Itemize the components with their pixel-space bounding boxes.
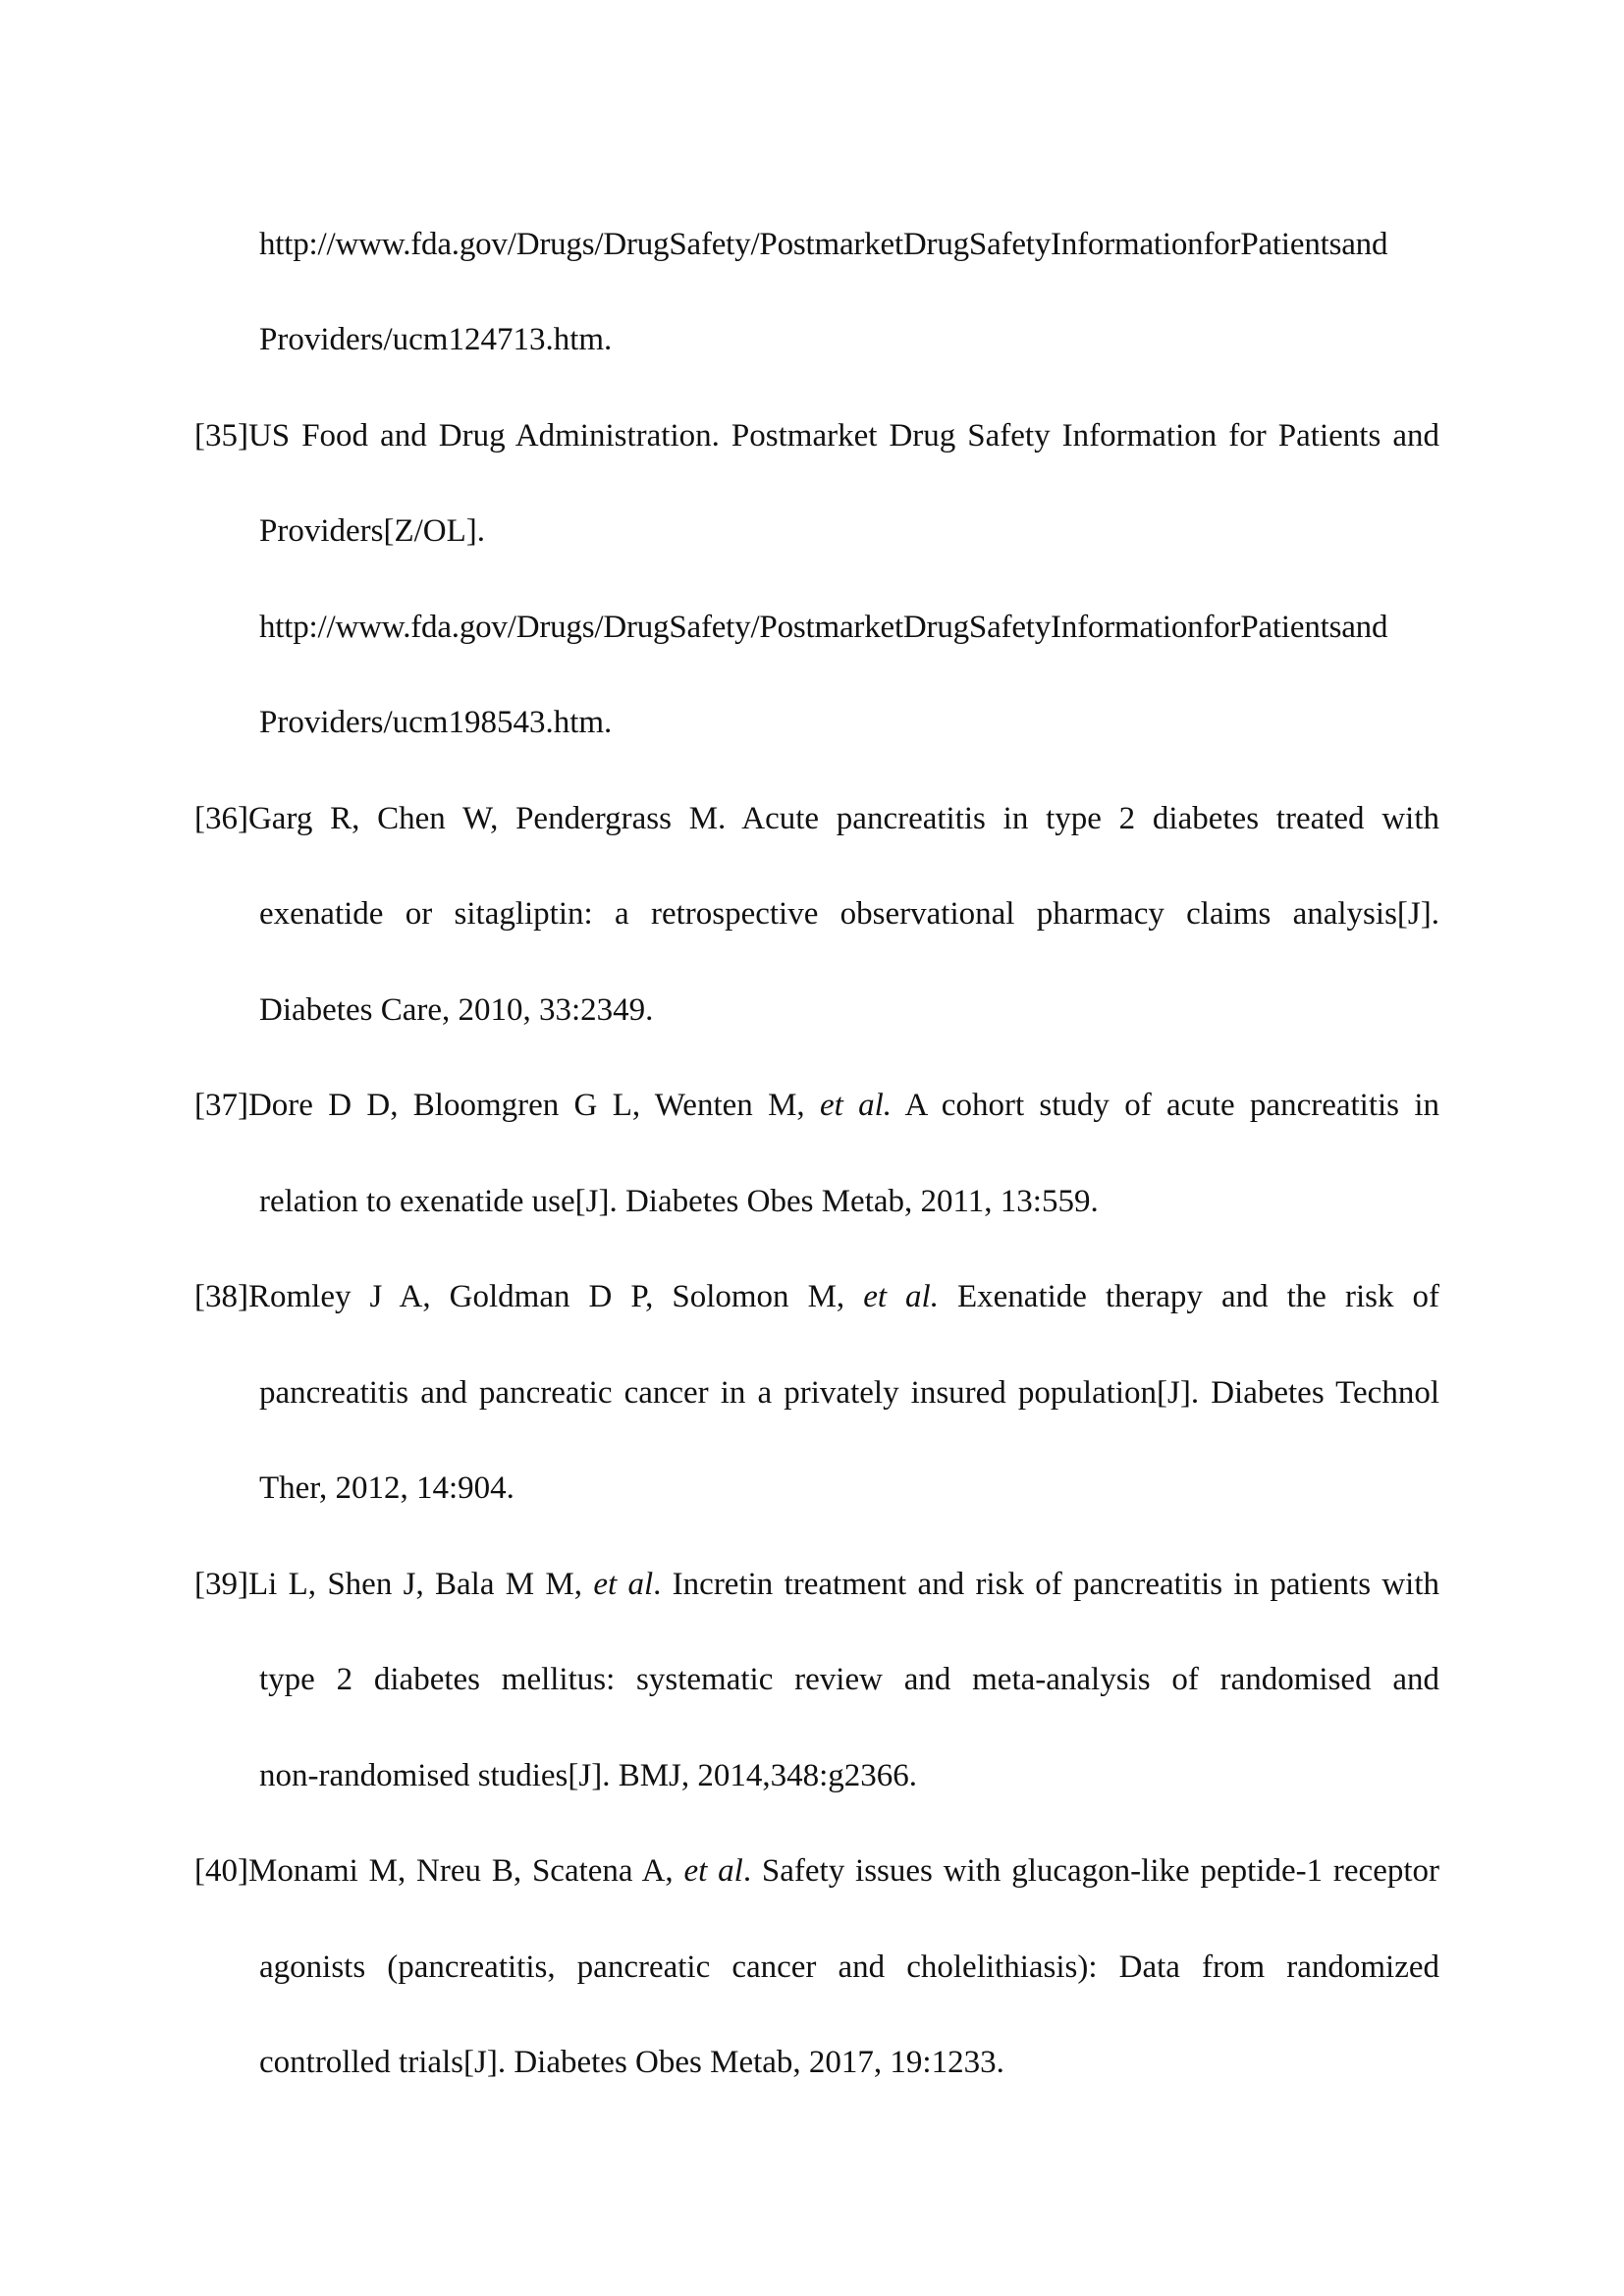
ref37-line1	[194, 1086, 1439, 1125]
ref35-line2: Providers[Z/OL].	[259, 513, 486, 549]
ref39-authors: [39]Li L, Shen J, Bala M M,	[194, 1567, 594, 1602]
ref40-line1	[194, 1851, 1439, 1891]
ref40-authors: [40]Monami M, Nreu B, Scatena A,	[194, 1853, 684, 1889]
ref40-line3: controlled trials[J]. Diabetes Obes Metab, 2017, 19:1233.	[259, 2045, 1004, 2080]
ref34-url-line2: Providers/ucm124713.htm.	[259, 322, 613, 357]
ref40-line2: agonists (pancreatitis, pancreatic cancer and cholelithiasis): Data from randomized	[259, 1949, 1439, 1985]
ref36-line3: Diabetes Care, 2010, 33:2349.	[259, 992, 654, 1028]
ref35-line1: [35]US Food and Drug Administration. Postmarket Drug Safety Information for Patients and	[194, 418, 1439, 454]
ref36-line2: exenatide or sitagliptin: a retrospective observational pharmacy claims analysis[J].	[259, 896, 1439, 932]
ref39-title-start: . Incretin treatment and risk of pancreatitis in patients with	[653, 1567, 1439, 1602]
ref37-authors: [37]Dore D D, Bloomgren G L, Wenten M,	[194, 1088, 820, 1123]
ref35-url-line1: http://www.fda.gov/Drugs/DrugSafety/PostmarketDrugSafetyInformationforPatientsand	[259, 610, 1388, 645]
ref39-et-al: et al	[593, 1567, 654, 1602]
ref38-line3: Ther, 2012, 14:904.	[259, 1470, 514, 1506]
ref38-title-start: Exenatide therapy and the risk of	[938, 1279, 1439, 1314]
ref38-line1	[194, 1277, 1439, 1316]
ref38-authors: [38]Romley J A, Goldman D P, Solomon M,	[194, 1279, 864, 1314]
ref39-line2: type 2 diabetes mellitus: systematic review and meta-analysis of randomised and	[259, 1662, 1439, 1697]
ref38-et-al: et al.	[863, 1279, 939, 1314]
ref35-url-line2: Providers/ucm198543.htm.	[259, 705, 613, 740]
ref39-line1	[194, 1565, 1439, 1604]
ref40-title-start: . Safety issues with glucagon-like peptide-1 receptor	[742, 1853, 1439, 1889]
ref39-line3: non-randomised studies[J]. BMJ, 2014,348:g2366.	[259, 1758, 918, 1793]
ref40-et-al: et al	[683, 1853, 743, 1889]
ref37-title-start: A cohort study of acute pancreatitis in	[892, 1088, 1439, 1123]
ref34-url-line1: http://www.fda.gov/Drugs/DrugSafety/PostmarketDrugSafetyInformationforPatientsand	[259, 227, 1388, 262]
ref37-line2: relation to exenatide use[J]. Diabetes Obes Metab, 2011, 13:559.	[259, 1184, 1099, 1219]
ref37-et-al: et al.	[819, 1088, 893, 1123]
ref38-line2: pancreatitis and pancreatic cancer in a privately insured population[J]. Diabetes Technol	[259, 1375, 1439, 1411]
ref36-line1: [36]Garg R, Chen W, Pendergrass M. Acute pancreatitis in type 2 diabetes treated with	[194, 801, 1439, 836]
